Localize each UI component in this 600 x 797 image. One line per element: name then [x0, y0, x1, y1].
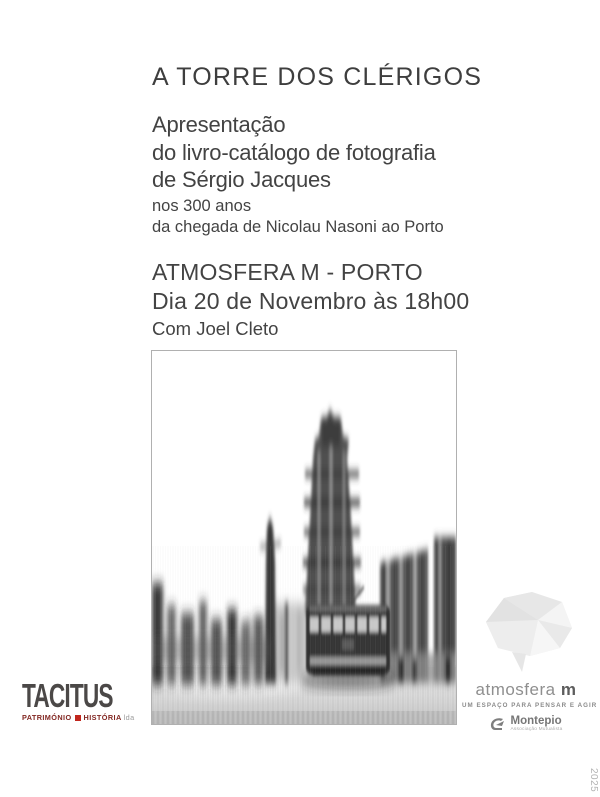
page-title: A TORRE DOS CLÉRIGOS: [152, 63, 483, 91]
event-datetime: Dia 20 de Novembro às 18h00: [152, 287, 470, 314]
presentation-line: de Sérgio Jacques: [152, 167, 331, 192]
speaker-line: Com Joel Cleto: [152, 318, 279, 339]
presentation-line: Apresentação: [152, 112, 286, 137]
tacitus-tagline-historia: HISTÓRIA: [83, 713, 122, 722]
tacitus-suffix: lda: [123, 713, 135, 722]
atmosfera-wordmark: [462, 680, 590, 700]
motion-blur-overlay: [152, 546, 456, 686]
montepio-name: Montepio: [510, 715, 562, 727]
atmosfera-wordmark-m: m: [560, 680, 577, 699]
presentation-text: [152, 111, 436, 194]
tacitus-logo: [22, 677, 152, 722]
montepio-logo: [462, 716, 590, 732]
faceted-speech-bubble-icon: [478, 590, 574, 674]
presentation-line: do livro-catálogo de fotografia: [152, 139, 436, 165]
venue-datetime: [152, 258, 469, 315]
atmosfera-m-logo: [462, 590, 598, 732]
tacitus-tagline: [22, 713, 152, 722]
anniversary-text: [152, 196, 444, 238]
atmosfera-wordmark-light: atmosfera: [475, 680, 556, 699]
clerigos-tower-photo: [151, 350, 457, 725]
tacitus-tagline-patrimonio: PATRIMÓNIO: [22, 713, 72, 722]
tacitus-wordmark: TACITUS: [22, 677, 113, 715]
montepio-icon: [490, 717, 507, 732]
year-credit: 2025: [588, 767, 599, 792]
red-square-icon: [75, 715, 81, 721]
atmosfera-tagline: UM ESPAÇO PARA PENSAR E AGIR: [462, 702, 598, 709]
blurred-photo-graphic: [152, 351, 456, 724]
anniversary-line: da chegada de Nicolau Nasoni ao Porto: [152, 218, 444, 236]
anniversary-line: nos 300 anos: [152, 197, 252, 215]
montepio-subtitle: Associação Mutualista: [510, 727, 563, 732]
venue-name: ATMOSFERA M - PORTO: [152, 259, 423, 285]
